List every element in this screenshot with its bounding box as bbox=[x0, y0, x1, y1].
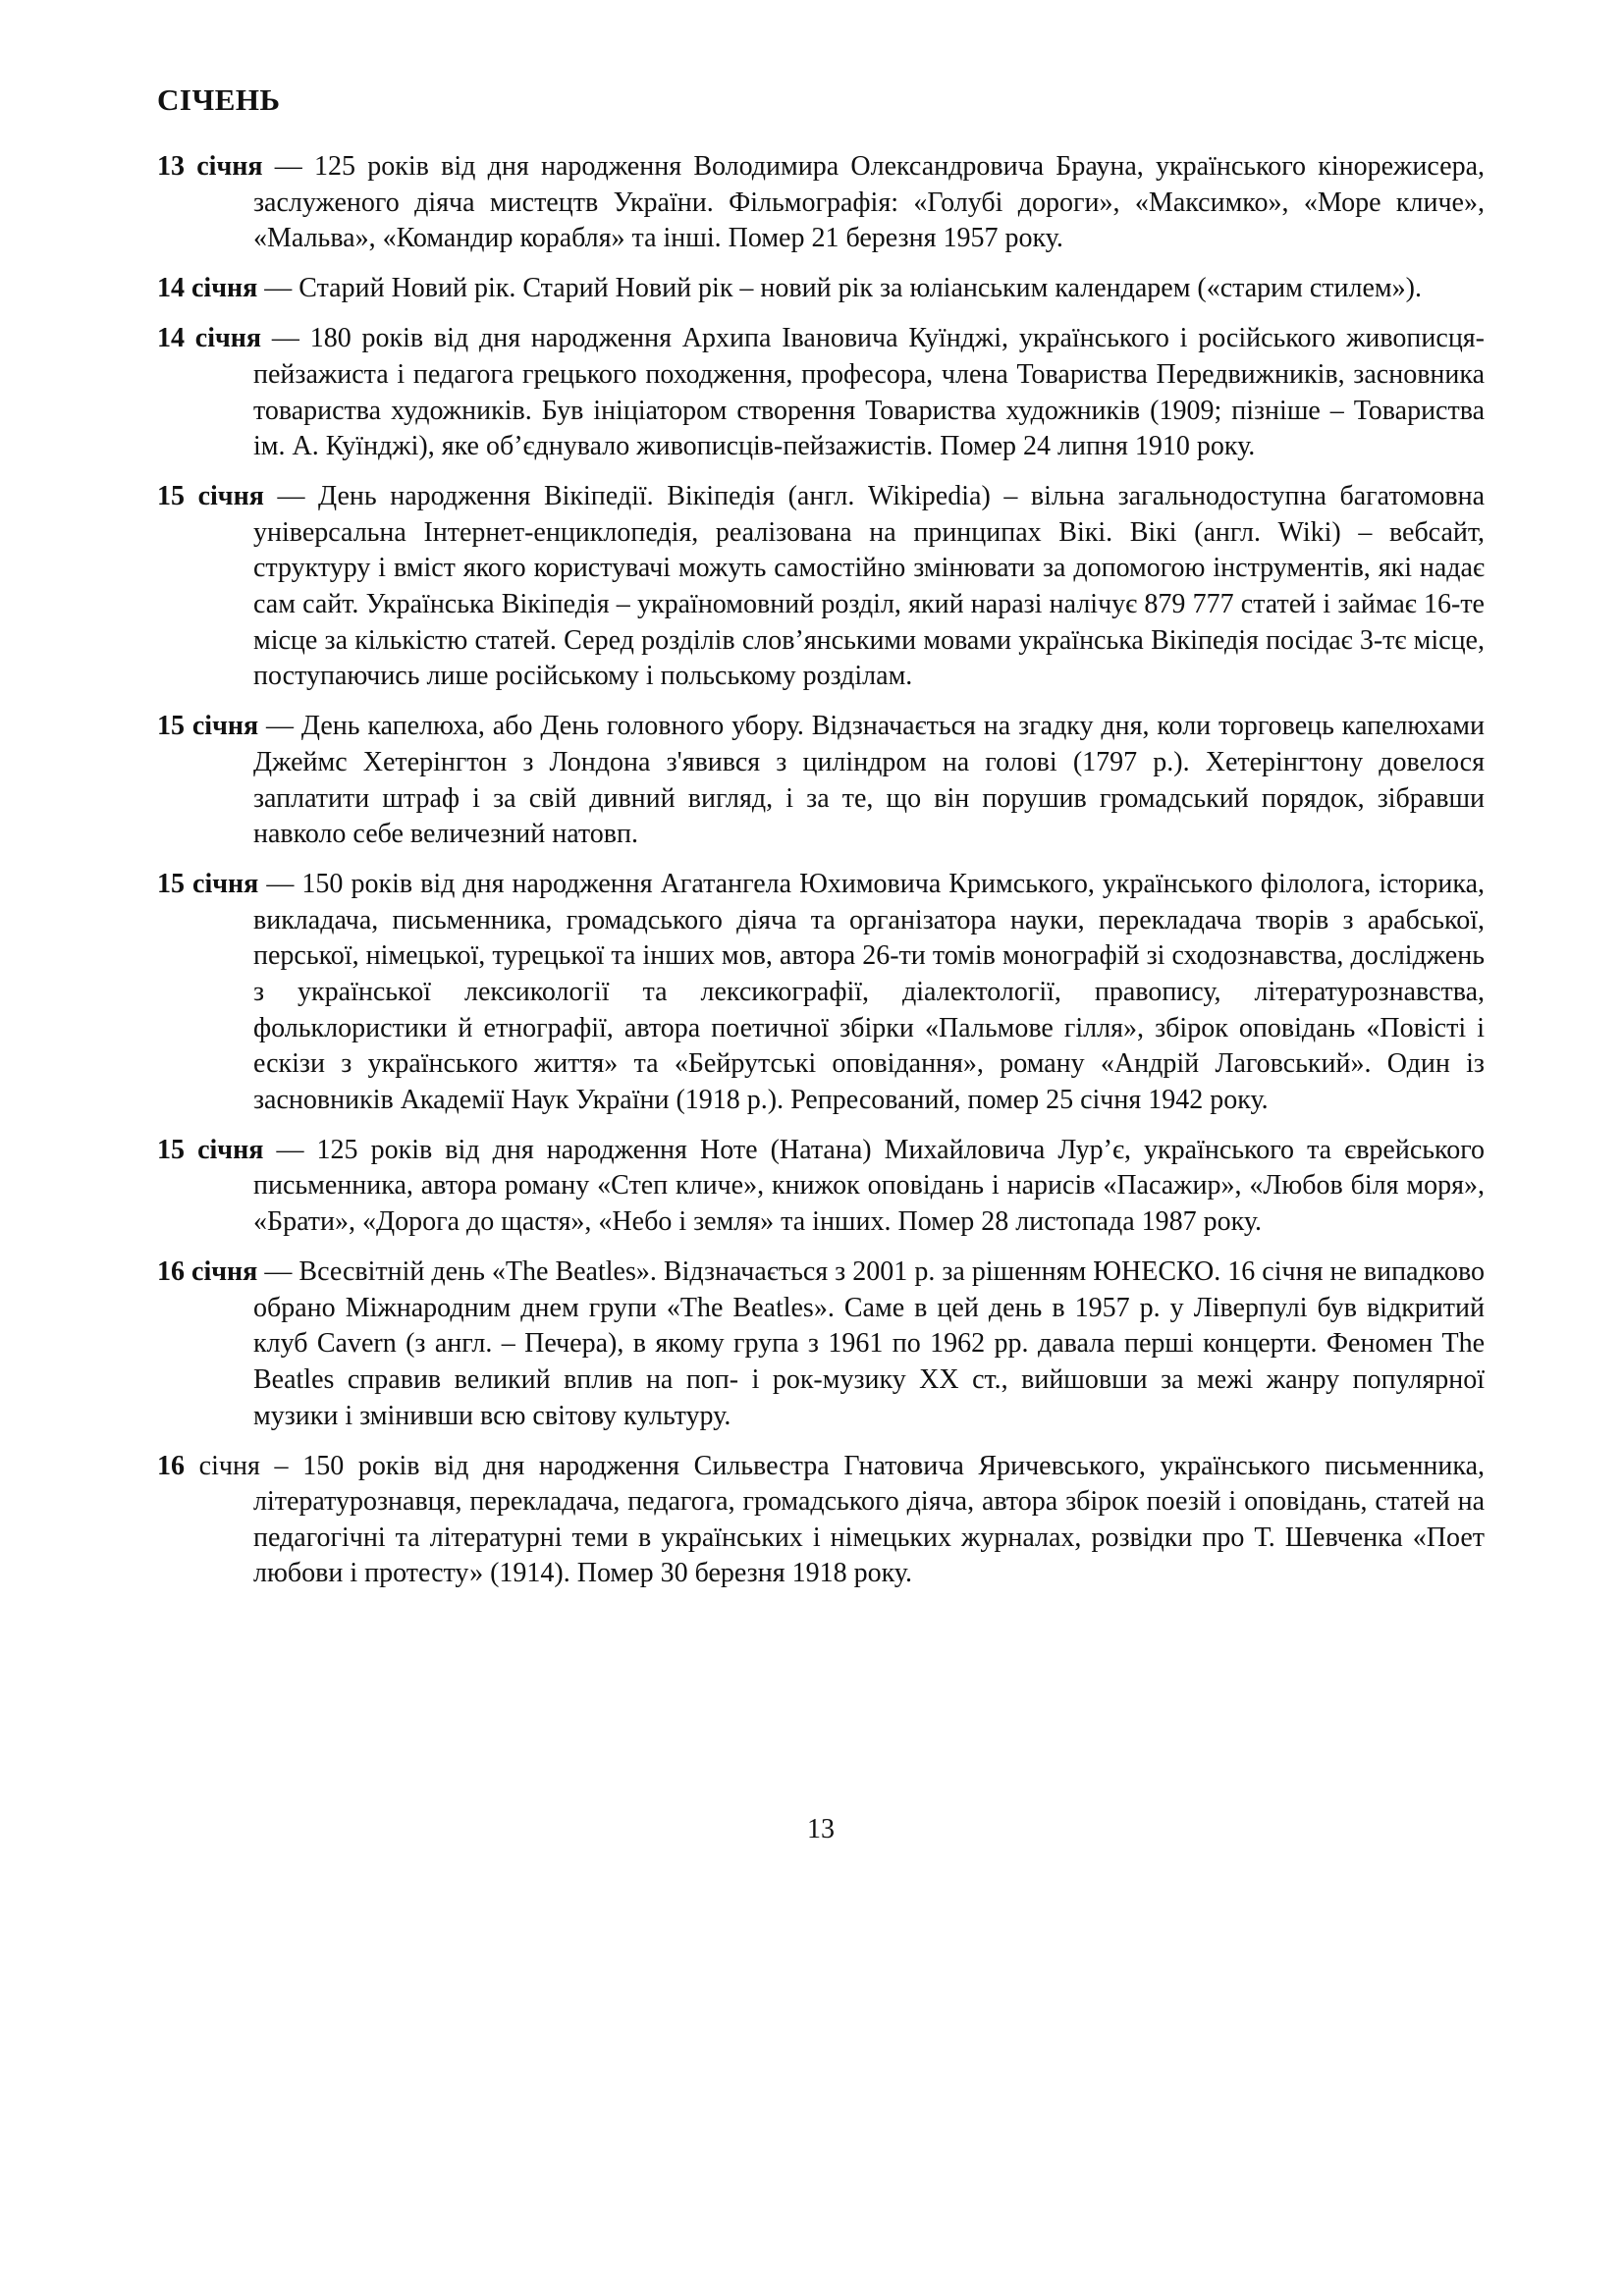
entry-separator: — bbox=[258, 711, 301, 742]
entry-date: 15 січня bbox=[157, 869, 259, 900]
entry-date: 15 січня bbox=[157, 711, 259, 742]
entry-text: День народження Вікіпедії. Вікіпедія (англ. Wikipedia) – вільна загальнодоступна багатомовна універсальна Інтернет-енциклопедія, реалізована на принципах Вікі. Вікі (англ. Wiki) – вебсайт, структуру і вміст якого користувачі можуть самостійно змінювати за допомогою інструментів, які надає сам сайт. Українська Вікіпедія – україномовний розділ, який наразі налічує 879 777 статей і займає 16-те місце за кількістю статей. Серед розділів слов’янськими мовами українська Вікіпедія посідає 3-тє місце, поступаючись лише російському і польському розділам. bbox=[253, 481, 1486, 692]
calendar-entry bbox=[157, 709, 1485, 852]
entry-separator: — bbox=[261, 323, 310, 354]
entry-text: 125 років від дня народження Володимира Олександровича Брауна, українського кінорежисера, заслуженого діяча мистецтв України. Фільмографія: «Голубі дороги», «Максимко», «Море кличе», «Мальва», «Командир корабля» та інші. Помер 21 березня 1957 року. bbox=[253, 151, 1486, 254]
entry-text: Всесвітній день «The Beatles». Відзначається з 2001 р. за рішенням ЮНЕСКО. 16 січня не випадково обрано Міжнародним днем групи «The Beatles». Саме в цей день в 1957 р. у Ліверпулі був відкритий клуб Cavern (з англ. – Печера), в якому група з 1961 по 1962 рр. давала перші концерти. Феномен The Beatles справив великий вплив на поп- і рок-музику XX ст., вийшовши за межі жанру популярної музики і змінивши всю світову культуру. bbox=[253, 1256, 1486, 1431]
entry-month: січня bbox=[185, 1450, 260, 1481]
entry-separator: — bbox=[257, 273, 299, 304]
entry-text: 180 років від дня народження Архипа Івановича Куїнджі, українського і російського живописця-пейзажиста і педагога грецького походження, професора, члена Товариства Передвижників, засновника товариства художників. Був ініціатором створення Товариства художників (1909; пізніше – Товариства ім. А. Куїнджі), яке об’єднувало живописців-пейзажистів. Помер 24 липня 1910 року. bbox=[253, 323, 1486, 462]
entry-text: 150 років від дня народження Агатангела Юхимовича Кримського, українського філолога, історика, викладача, письменника, громадського діяча та організатора науки, перекладача творів з арабської, перської, німецької, турецької та інших мов, автора 26-ти томів монографій зі сходознавства, досліджень з української лексикології та лексикографії, діалектології, правопису, літературознавства, фольклористики й етнографії, автора поетичної збірки «Пальмове гілля», збірок оповідань «Повісті і ескізи з українського життя» та «Бейрутські оповідання», роману «Андрій Лаговський». Один із засновників Академії Наук України (1918 р.). Репресований, помер 25 січня 1942 року. bbox=[253, 869, 1486, 1115]
entry-text: День капелюха, або День головного убору. Відзначається на згадку дня, коли торговець капелюхами Джеймс Хетерінгтон з Лондона з'явився з циліндром на голові (1797 р.). Хетерінгтону довелося заплатити штраф і за свій дивний вигляд, і за те, що він порушив громадський порядок, зібравши навколо себе величезний натовп. bbox=[253, 711, 1486, 850]
calendar-entries bbox=[157, 149, 1485, 1606]
calendar-entry bbox=[157, 867, 1485, 1118]
calendar-entry bbox=[157, 149, 1485, 257]
entry-date: 16 січня bbox=[157, 1256, 258, 1288]
calendar-entry bbox=[157, 479, 1485, 695]
entry-separator: — bbox=[263, 481, 319, 512]
page-heading: СІЧЕНЬ bbox=[157, 82, 281, 117]
entry-day: 16 bbox=[157, 1450, 185, 1481]
entry-date: 15 січня bbox=[157, 1134, 264, 1165]
page-number: 13 bbox=[807, 1814, 835, 1844]
calendar-entry bbox=[157, 1449, 1485, 1592]
calendar-entry bbox=[157, 1133, 1485, 1241]
entry-text: 125 років від дня народження Ноте (Натана) Михайловича Лур’є, українського та єврейського письменника, автора роману «Степ кличе», книжок оповідань і нарисів «Пасажир», «Любов біля моря», «Брати», «Дорога до щастя», «Небо і земля» та інших. Помер 28 листопада 1987 року. bbox=[253, 1134, 1486, 1238]
entry-text: 150 років від дня народження Сильвестра Гнатовича Яричевського, українського письменника, літературознавця, перекладача, педагога, громадського діяча, автора збірок поезій і оповідань, статей на педагогічні та літературні теми в українських і німецьких журналах, розвідки про Т. Шевченка «Поет любови і протесту» (1914). Помер 30 березня 1918 року. bbox=[253, 1450, 1486, 1589]
entry-date: 14 січня bbox=[157, 273, 258, 304]
calendar-entry bbox=[157, 321, 1485, 464]
entry-separator: — bbox=[257, 1256, 299, 1288]
entry-date bbox=[157, 1451, 260, 1481]
entry-date: 14 січня bbox=[157, 323, 262, 354]
entry-date: 13 січня bbox=[157, 151, 263, 182]
entry-separator: — bbox=[258, 869, 302, 900]
entry-separator: — bbox=[263, 1134, 317, 1165]
entry-date: 15 січня bbox=[157, 481, 264, 512]
entry-separator: — bbox=[262, 151, 315, 182]
entry-separator: – bbox=[259, 1450, 303, 1481]
entry-text: Старий Новий рік. Старий Новий рік – новий рік за юліанським календарем («старим стилем»). bbox=[298, 273, 1422, 304]
calendar-entry bbox=[157, 271, 1485, 307]
calendar-entry bbox=[157, 1255, 1485, 1434]
